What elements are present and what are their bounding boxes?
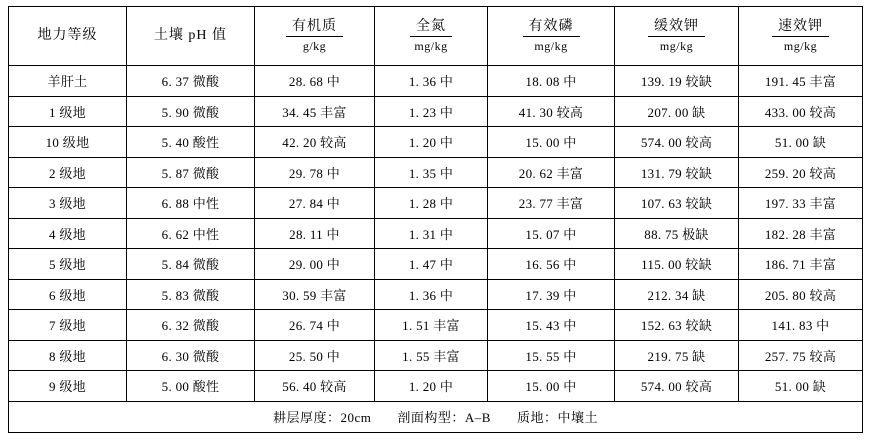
table-row <box>9 249 863 280</box>
cell-slow-release-potassium: 139. 19 较缺 <box>615 66 739 97</box>
cell-available-phosphorus: 20. 62 丰富 <box>488 157 615 188</box>
table-body <box>9 66 863 433</box>
table-row <box>9 279 863 310</box>
column-header-available-phosphorus <box>488 7 615 66</box>
column-header-organic-matter-label: 有机质 <box>286 18 343 38</box>
soil-fertility-table <box>8 6 863 433</box>
cell-total-nitrogen: 1. 31 中 <box>375 218 488 249</box>
cell-organic-matter: 56. 40 较高 <box>255 371 375 402</box>
cell-slow-release-potassium: 88. 75 极缺 <box>615 218 739 249</box>
cell-available-phosphorus: 17. 39 中 <box>488 279 615 310</box>
column-header-available-phosphorus-label: 有效磷 <box>523 18 580 38</box>
cell-available-phosphorus: 23. 77 丰富 <box>488 188 615 219</box>
table-row <box>9 310 863 341</box>
cell-organic-matter: 28. 11 中 <box>255 218 375 249</box>
cell-available-potassium: 51. 00 缺 <box>739 371 863 402</box>
cell-slow-release-potassium: 574. 00 较高 <box>615 371 739 402</box>
cell-organic-matter: 34. 45 丰富 <box>255 96 375 127</box>
table-row <box>9 340 863 371</box>
cell-ph: 6. 32 微酸 <box>127 310 255 341</box>
cell-available-potassium: 182. 28 丰富 <box>739 218 863 249</box>
table-row <box>9 127 863 158</box>
cell-total-nitrogen: 1. 20 中 <box>375 127 488 158</box>
cell-organic-matter: 30. 59 丰富 <box>255 279 375 310</box>
column-header-organic-matter <box>255 7 375 66</box>
column-header-slow-release-potassium-unit: mg/kg <box>659 39 694 54</box>
cell-ph: 6. 62 中性 <box>127 218 255 249</box>
cell-ph: 5. 90 微酸 <box>127 96 255 127</box>
cell-slow-release-potassium: 574. 00 较高 <box>615 127 739 158</box>
footer-texture: 质地：中壤土 <box>516 410 598 425</box>
column-header-ph-label: 土壤 pH 值 <box>153 28 228 44</box>
cell-organic-matter: 28. 68 中 <box>255 66 375 97</box>
cell-grade: 1 级地 <box>9 96 127 127</box>
cell-grade: 8 级地 <box>9 340 127 371</box>
cell-grade: 2 级地 <box>9 157 127 188</box>
column-header-available-potassium-unit: mg/kg <box>783 39 818 54</box>
cell-grade: 5 级地 <box>9 249 127 280</box>
cell-slow-release-potassium: 107. 63 较缺 <box>615 188 739 219</box>
footer-profile-type: 剖面构型：A–B <box>397 410 491 425</box>
cell-available-potassium: 197. 33 丰富 <box>739 188 863 219</box>
cell-available-potassium: 141. 83 中 <box>739 310 863 341</box>
table-row <box>9 371 863 402</box>
cell-ph: 5. 84 微酸 <box>127 249 255 280</box>
footer-note <box>9 401 863 432</box>
cell-organic-matter: 26. 74 中 <box>255 310 375 341</box>
column-header-total-nitrogen-label: 全氮 <box>410 18 452 38</box>
cell-total-nitrogen: 1. 20 中 <box>375 371 488 402</box>
header-row <box>9 7 863 66</box>
cell-ph: 5. 83 微酸 <box>127 279 255 310</box>
footer-plow-layer-thickness: 耕层厚度：20cm <box>273 410 372 425</box>
column-header-ph <box>127 7 255 66</box>
cell-available-potassium: 257. 75 较高 <box>739 340 863 371</box>
column-header-organic-matter-unit: g/kg <box>302 39 327 54</box>
cell-grade: 10 级地 <box>9 127 127 158</box>
cell-slow-release-potassium: 207. 00 缺 <box>615 96 739 127</box>
cell-available-phosphorus: 18. 08 中 <box>488 66 615 97</box>
column-header-grade-label: 地力等级 <box>37 28 98 44</box>
table-row <box>9 218 863 249</box>
cell-available-potassium: 51. 00 缺 <box>739 127 863 158</box>
column-header-available-potassium <box>739 7 863 66</box>
cell-available-phosphorus: 15. 43 中 <box>488 310 615 341</box>
cell-available-phosphorus: 15. 00 中 <box>488 127 615 158</box>
cell-ph: 5. 00 酸性 <box>127 371 255 402</box>
cell-ph: 5. 87 微酸 <box>127 157 255 188</box>
cell-slow-release-potassium: 115. 00 较缺 <box>615 249 739 280</box>
column-header-available-phosphorus-unit: mg/kg <box>534 39 568 54</box>
cell-available-phosphorus: 41. 30 较高 <box>488 96 615 127</box>
cell-total-nitrogen: 1. 23 中 <box>375 96 488 127</box>
cell-grade: 6 级地 <box>9 279 127 310</box>
cell-available-potassium: 186. 71 丰富 <box>739 249 863 280</box>
cell-available-potassium: 205. 80 较高 <box>739 279 863 310</box>
cell-available-phosphorus: 15. 00 中 <box>488 371 615 402</box>
cell-slow-release-potassium: 219. 75 缺 <box>615 340 739 371</box>
cell-available-phosphorus: 15. 55 中 <box>488 340 615 371</box>
cell-grade: 4 级地 <box>9 218 127 249</box>
cell-organic-matter: 29. 78 中 <box>255 157 375 188</box>
cell-ph: 6. 30 微酸 <box>127 340 255 371</box>
cell-total-nitrogen: 1. 28 中 <box>375 188 488 219</box>
cell-ph: 6. 88 中性 <box>127 188 255 219</box>
cell-slow-release-potassium: 131. 79 较缺 <box>615 157 739 188</box>
column-header-total-nitrogen-unit: mg/kg <box>414 39 448 54</box>
cell-available-phosphorus: 15. 07 中 <box>488 218 615 249</box>
cell-grade: 羊肝土 <box>9 66 127 97</box>
cell-grade: 7 级地 <box>9 310 127 341</box>
cell-available-potassium: 259. 20 较高 <box>739 157 863 188</box>
cell-available-potassium: 433. 00 较高 <box>739 96 863 127</box>
table-row <box>9 157 863 188</box>
cell-available-potassium: 191. 45 丰富 <box>739 66 863 97</box>
cell-total-nitrogen: 1. 36 中 <box>375 279 488 310</box>
table-header <box>9 7 863 66</box>
table-footer-row <box>9 401 863 432</box>
cell-total-nitrogen: 1. 47 中 <box>375 249 488 280</box>
column-header-total-nitrogen <box>375 7 488 66</box>
cell-organic-matter: 25. 50 中 <box>255 340 375 371</box>
column-header-grade <box>9 7 127 66</box>
cell-organic-matter: 29. 00 中 <box>255 249 375 280</box>
cell-ph: 6. 37 微酸 <box>127 66 255 97</box>
cell-total-nitrogen: 1. 55 丰富 <box>375 340 488 371</box>
cell-slow-release-potassium: 152. 63 较缺 <box>615 310 739 341</box>
table-row <box>9 188 863 219</box>
cell-ph: 5. 40 酸性 <box>127 127 255 158</box>
column-header-available-potassium-label: 速效钾 <box>772 18 829 38</box>
cell-organic-matter: 27. 84 中 <box>255 188 375 219</box>
cell-organic-matter: 42. 20 较高 <box>255 127 375 158</box>
cell-available-phosphorus: 16. 56 中 <box>488 249 615 280</box>
cell-slow-release-potassium: 212. 34 缺 <box>615 279 739 310</box>
cell-total-nitrogen: 1. 51 丰富 <box>375 310 488 341</box>
cell-grade: 9 级地 <box>9 371 127 402</box>
cell-total-nitrogen: 1. 36 中 <box>375 66 488 97</box>
table-row <box>9 66 863 97</box>
table-row <box>9 96 863 127</box>
column-header-slow-release-potassium-label: 缓效钾 <box>648 18 705 38</box>
cell-total-nitrogen: 1. 35 中 <box>375 157 488 188</box>
cell-grade: 3 级地 <box>9 188 127 219</box>
column-header-slow-release-potassium <box>615 7 739 66</box>
